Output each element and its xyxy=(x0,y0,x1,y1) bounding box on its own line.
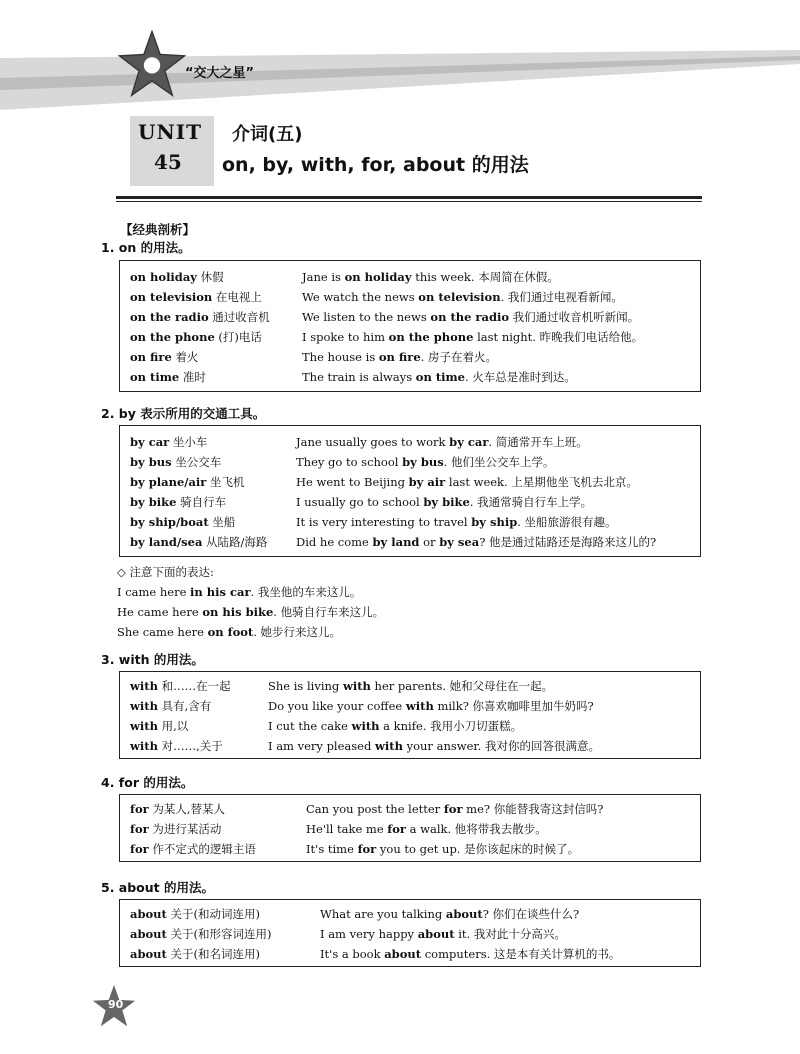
example-highlight: with xyxy=(375,739,403,753)
example-text: They go to school xyxy=(296,455,403,469)
term-english: on the phone xyxy=(130,330,215,344)
example-sentence xyxy=(296,532,656,552)
table-row xyxy=(120,492,700,512)
example-sentence xyxy=(320,944,620,964)
term-english: about xyxy=(130,947,167,961)
table-row xyxy=(120,512,700,532)
usage-table xyxy=(119,671,701,759)
table-row xyxy=(120,819,700,839)
example-highlight: by sea xyxy=(439,535,480,549)
term-cell xyxy=(130,532,267,552)
example-text: Jane usually goes to work xyxy=(296,435,450,449)
example-highlight: by ship xyxy=(471,515,518,529)
example-highlight: about xyxy=(384,947,422,961)
example-text: She is living xyxy=(268,679,343,693)
term-chinese: (打)电话 xyxy=(214,330,262,344)
term-chinese: 在电视上 xyxy=(212,290,262,304)
table-row xyxy=(120,432,700,452)
example-highlight: on holiday xyxy=(344,270,412,284)
table-row xyxy=(120,532,700,552)
term-cell xyxy=(130,819,221,839)
example-highlight: by car xyxy=(449,435,489,449)
term-chinese: 坐公交车 xyxy=(171,455,222,469)
example-text: . 他们坐公交车上学。 xyxy=(443,455,555,469)
term-english: for xyxy=(130,822,149,836)
example-highlight: on time xyxy=(415,370,465,384)
example-text: It's a book xyxy=(320,947,385,961)
term-chinese: 对……,关于 xyxy=(157,739,223,753)
term-chinese: 坐船 xyxy=(208,515,236,529)
example-text: a walk. 他将带我去散步。 xyxy=(405,822,547,836)
term-chinese: 为进行某活动 xyxy=(148,822,222,836)
table-row xyxy=(120,944,700,964)
note-text: I came here xyxy=(117,585,191,599)
example-text: ? 他是通过陆路还是海路来这儿的? xyxy=(479,535,657,549)
example-sentence xyxy=(320,904,579,924)
example-sentence xyxy=(302,267,559,287)
example-text: you to get up. 是你该起床的时候了。 xyxy=(376,842,580,856)
term-english: by car xyxy=(130,435,170,449)
example-sentence xyxy=(306,839,579,859)
term-chinese: 从陆路/海路 xyxy=(202,535,268,549)
term-english: about xyxy=(130,907,167,921)
example-sentence xyxy=(268,736,600,756)
term-english: for xyxy=(130,842,149,856)
example-sentence xyxy=(296,492,592,512)
term-chinese: 关于(和名词连用) xyxy=(166,947,260,961)
term-english: about xyxy=(130,927,167,941)
usage-table xyxy=(119,425,701,557)
term-cell xyxy=(130,676,231,696)
example-text: I am very happy xyxy=(320,927,418,941)
term-cell xyxy=(130,924,271,944)
example-highlight: by bike xyxy=(423,495,470,509)
note-highlight: on foot xyxy=(207,625,254,639)
term-cell xyxy=(130,799,225,819)
example-highlight: for xyxy=(443,802,463,816)
section-label: 【经典剖析】 xyxy=(120,222,196,237)
usage-table xyxy=(119,794,701,862)
section-heading: 5. about 的用法。 xyxy=(101,880,214,895)
example-highlight: about xyxy=(417,927,455,941)
table-row xyxy=(120,716,700,736)
term-chinese: 用,以 xyxy=(157,719,189,733)
term-english: with xyxy=(130,679,158,693)
example-text: Can you post the letter xyxy=(306,802,444,816)
term-english: with xyxy=(130,699,158,713)
section-heading: 3. with 的用法。 xyxy=(101,652,204,667)
example-sentence xyxy=(302,367,576,387)
term-cell xyxy=(130,904,260,924)
example-text: computers. 这是本有关计算机的书。 xyxy=(421,947,621,961)
term-chinese: 着火 xyxy=(171,350,199,364)
example-sentence xyxy=(306,819,547,839)
term-english: on television xyxy=(130,290,213,304)
term-english: with xyxy=(130,739,158,753)
example-sentence xyxy=(306,799,603,819)
term-chinese: 坐小车 xyxy=(169,435,208,449)
term-cell xyxy=(130,452,221,472)
section-heading: 2. by 表示所用的交通工具。 xyxy=(101,406,266,421)
term-english: by plane/air xyxy=(130,475,207,489)
example-highlight: by bus xyxy=(402,455,444,469)
table-row xyxy=(120,472,700,492)
example-text: ? 你们在谈些什么? xyxy=(482,907,580,921)
term-cell xyxy=(130,267,224,287)
term-english: for xyxy=(130,802,149,816)
example-text: We watch the news xyxy=(302,290,419,304)
example-sentence xyxy=(268,696,594,716)
example-sentence xyxy=(296,472,638,492)
term-chinese: 通过收音机 xyxy=(208,310,270,324)
example-text: The train is always xyxy=(302,370,416,384)
term-english: by bus xyxy=(130,455,172,469)
note-highlight: in his car xyxy=(190,585,251,599)
table-row xyxy=(120,287,700,307)
term-cell xyxy=(130,716,188,736)
example-text: or xyxy=(419,535,440,549)
note-line xyxy=(117,584,361,600)
term-cell xyxy=(130,472,245,492)
term-english: by land/sea xyxy=(130,535,203,549)
unit-label: UNIT xyxy=(138,120,202,144)
example-sentence xyxy=(302,327,643,347)
table-row xyxy=(120,327,700,347)
page-number: 90 xyxy=(108,998,124,1011)
term-chinese: 具有,含有 xyxy=(157,699,212,713)
example-sentence xyxy=(296,512,617,532)
example-text: it. 我对此十分高兴。 xyxy=(454,927,566,941)
usage-table xyxy=(119,899,701,967)
note-text: . 他骑自行车来这儿。 xyxy=(273,605,385,619)
term-chinese: 坐飞机 xyxy=(206,475,245,489)
term-cell xyxy=(130,944,260,964)
example-text: milk? 你喜欢咖啡里加牛奶吗? xyxy=(433,699,594,713)
example-highlight: on the phone xyxy=(388,330,474,344)
note-text: She came here xyxy=(117,625,208,639)
example-sentence xyxy=(296,452,555,472)
example-sentence xyxy=(296,432,588,452)
table-row xyxy=(120,676,700,696)
example-text: . 我们通过电视看新闻。 xyxy=(500,290,623,304)
term-cell xyxy=(130,347,198,367)
unit-title: 介词(五) xyxy=(232,124,303,145)
unit-subtitle: on, by, with, for, about 的用法 xyxy=(222,154,529,176)
term-cell xyxy=(130,287,262,307)
example-sentence xyxy=(302,307,639,327)
example-sentence xyxy=(302,287,623,307)
table-row xyxy=(120,267,700,287)
note-text: . 她步行来这儿。 xyxy=(253,625,342,639)
example-sentence xyxy=(268,716,522,736)
term-english: on holiday xyxy=(130,270,197,284)
example-highlight: with xyxy=(342,679,371,693)
term-chinese: 骑自行车 xyxy=(176,495,227,509)
example-highlight: by land xyxy=(372,535,420,549)
table-row xyxy=(120,696,700,716)
example-text: her parents. 她和父母住在一起。 xyxy=(370,679,554,693)
example-text: He went to Beijing xyxy=(296,475,409,489)
table-row xyxy=(120,347,700,367)
term-english: on fire xyxy=(130,350,172,364)
note-text: . 我坐他的车来这儿。 xyxy=(250,585,362,599)
example-highlight: on television xyxy=(418,290,501,304)
table-row xyxy=(120,307,700,327)
term-cell xyxy=(130,367,206,387)
note-line xyxy=(117,624,341,640)
example-text: I am very pleased xyxy=(268,739,375,753)
example-text: Did he come xyxy=(296,535,373,549)
example-highlight: for xyxy=(357,842,377,856)
term-chinese: 和……在一起 xyxy=(157,679,231,693)
divider xyxy=(116,196,702,199)
example-text: Jane is xyxy=(302,270,345,284)
example-text: It's time xyxy=(306,842,358,856)
example-text: We listen to the news xyxy=(302,310,431,324)
example-text: me? 你能替我寄这封信吗? xyxy=(462,802,604,816)
term-english: on time xyxy=(130,370,180,384)
example-text: 我们通过收音机听新闻。 xyxy=(509,310,640,324)
table-row xyxy=(120,452,700,472)
example-text: I spoke to him xyxy=(302,330,389,344)
term-cell xyxy=(130,307,270,327)
brand-name: “交大之星” xyxy=(185,66,255,81)
example-text: this week. 本周简在休假。 xyxy=(411,270,559,284)
term-english: by ship/boat xyxy=(130,515,209,529)
example-text: . 简通常开车上班。 xyxy=(488,435,588,449)
term-cell xyxy=(130,512,235,532)
example-highlight: on fire xyxy=(378,350,421,364)
example-text: I cut the cake xyxy=(268,719,352,733)
example-text: a knife. 我用小刀切蛋糕。 xyxy=(379,719,523,733)
example-text: . 我通常骑自行车上学。 xyxy=(469,495,593,509)
example-text: last week. 上星期他坐飞机去北京。 xyxy=(445,475,638,489)
table-row xyxy=(120,367,700,387)
divider xyxy=(116,201,702,202)
section-heading: 4. for 的用法。 xyxy=(101,775,194,790)
note-highlight: on his bike xyxy=(202,605,274,619)
term-english: by bike xyxy=(130,495,177,509)
table-row xyxy=(120,924,700,944)
example-highlight: on the radio xyxy=(430,310,510,324)
usage-table xyxy=(119,260,701,392)
example-text: I usually go to school xyxy=(296,495,424,509)
table-row xyxy=(120,736,700,756)
table-row xyxy=(120,904,700,924)
term-chinese: 休假 xyxy=(196,270,224,284)
example-highlight: for xyxy=(387,822,406,836)
term-cell xyxy=(130,327,262,347)
example-highlight: by air xyxy=(408,475,446,489)
term-cell xyxy=(130,696,211,716)
term-chinese: 为某人,替某人 xyxy=(148,802,225,816)
star-logo-icon xyxy=(118,30,186,98)
example-highlight: about xyxy=(445,907,483,921)
term-chinese: 作不定式的逻辑主语 xyxy=(148,842,256,856)
note-text: He came here xyxy=(117,605,203,619)
example-text: What are you talking xyxy=(320,907,446,921)
table-row xyxy=(120,799,700,819)
unit-number: 45 xyxy=(154,150,182,174)
example-text: . 坐船旅游很有趣。 xyxy=(517,515,617,529)
example-text: The house is xyxy=(302,350,379,364)
term-cell xyxy=(130,492,226,512)
example-text: your answer. 我对你的回答很满意。 xyxy=(402,739,600,753)
term-english: on the radio xyxy=(130,310,209,324)
example-text: last night. 昨晚我们电话给他。 xyxy=(473,330,644,344)
term-english: with xyxy=(130,719,158,733)
term-cell xyxy=(130,432,207,452)
term-cell xyxy=(130,736,223,756)
note-heading: ◇ 注意下面的表达: xyxy=(117,565,214,579)
example-text: He'll take me xyxy=(306,822,388,836)
note-line xyxy=(117,604,384,620)
example-sentence xyxy=(268,676,553,696)
term-cell xyxy=(130,839,256,859)
term-chinese: 关于(和动词连用) xyxy=(166,907,260,921)
term-chinese: 准时 xyxy=(179,370,206,384)
example-highlight: with xyxy=(405,699,434,713)
example-text: It is very interesting to travel xyxy=(296,515,472,529)
example-sentence xyxy=(302,347,497,367)
term-chinese: 关于(和形容词连用) xyxy=(166,927,272,941)
example-text: . 火车总是准时到达。 xyxy=(464,370,576,384)
example-highlight: with xyxy=(351,719,380,733)
example-sentence xyxy=(320,924,566,944)
section-heading: 1. on 的用法。 xyxy=(101,240,191,255)
table-row xyxy=(120,839,700,859)
example-text: . 房子在着火。 xyxy=(420,350,497,364)
example-text: Do you like your coffee xyxy=(268,699,406,713)
